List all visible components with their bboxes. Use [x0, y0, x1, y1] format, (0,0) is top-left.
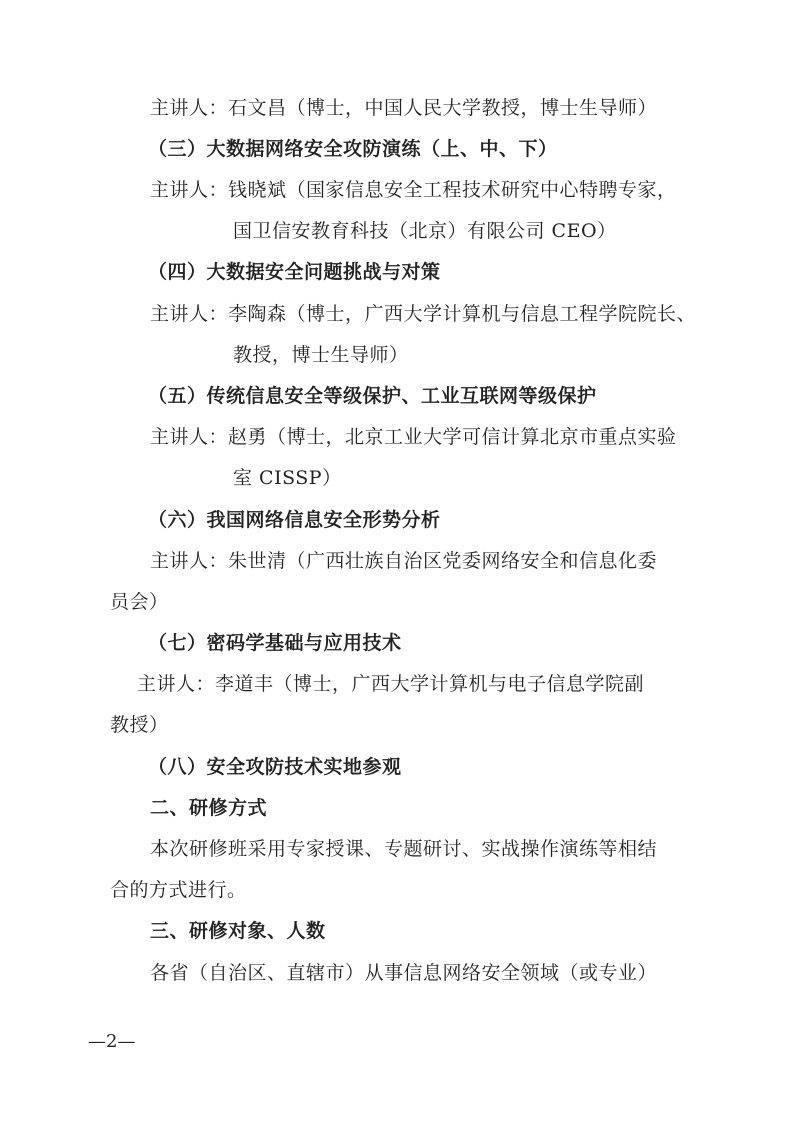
- lecturer-line-continuation: 国卫信安教育科技（北京）有限公司 CEO）: [233, 220, 617, 242]
- section-heading: （三）大数据网络安全攻防演练（上、中、下）: [148, 138, 558, 160]
- lecturer-line-continuation: 室 CISSP）: [233, 467, 342, 489]
- chapter-heading: 三、研修对象、人数: [150, 920, 326, 942]
- lecturer-line-continuation: 员会）: [110, 591, 169, 613]
- lecturer-line: 主讲人：朱世清（广西壮族自治区党委网络安全和信息化委: [150, 550, 658, 572]
- section-heading: （六）我国网络信息安全形势分析: [148, 509, 441, 531]
- paragraph-line: 本次研修班采用专家授课、专题研讨、实战操作演练等相结: [150, 838, 658, 860]
- paragraph-line: 各省（自治区、直辖市）从事信息网络安全领域（或专业）: [150, 962, 658, 984]
- section-heading: （八）安全攻防技术实地参观: [148, 756, 402, 778]
- lecturer-line: 主讲人：石文昌（博士，中国人民大学教授，博士生导师）: [150, 97, 658, 119]
- lecturer-line: 主讲人：赵勇（博士，北京工业大学可信计算北京市重点实验: [150, 426, 677, 448]
- lecturer-line: 主讲人：李陶森（博士，广西大学计算机与信息工程学院院长、: [150, 303, 697, 325]
- paragraph-line: 合的方式进行。: [110, 879, 247, 901]
- lecturer-line-continuation: 教授，博士生导师）: [233, 344, 409, 366]
- page-number: —2—: [88, 1031, 136, 1052]
- section-heading: （四）大数据安全问题挑战与对策: [148, 261, 441, 283]
- section-heading: （五）传统信息安全等级保护、工业互联网等级保护: [148, 385, 597, 407]
- lecturer-line: 主讲人：李道丰（博士，广西大学计算机与电子信息学院副: [137, 673, 645, 695]
- section-heading: （七）密码学基础与应用技术: [148, 632, 402, 654]
- lecturer-line: 主讲人：钱晓斌（国家信息安全工程技术研究中心特聘专家，: [150, 179, 677, 201]
- lecturer-line-continuation: 教授）: [110, 714, 169, 736]
- chapter-heading: 二、研修方式: [150, 797, 268, 819]
